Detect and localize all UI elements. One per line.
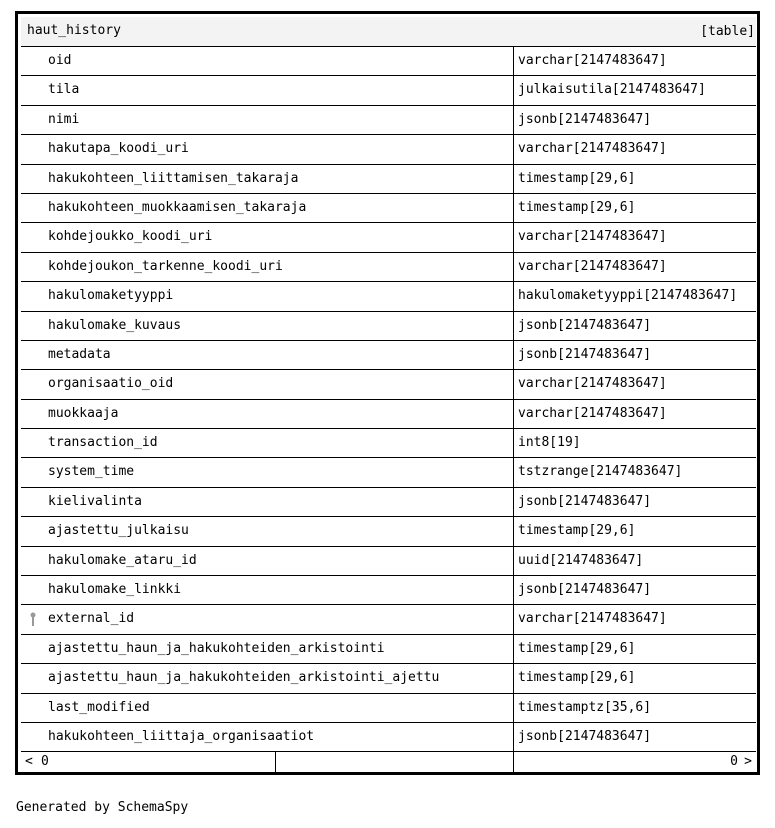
children-cell	[514, 752, 756, 772]
column-name-cell	[21, 400, 514, 428]
column-name: hakulomake_kuvaus	[48, 317, 182, 333]
column-type-cell	[514, 723, 756, 751]
column-name-cell	[21, 429, 514, 457]
table-row[interactable]	[21, 341, 756, 370]
column-type-cell	[514, 341, 756, 369]
table-kind: [table]	[700, 24, 755, 39]
column-name-cell	[21, 135, 514, 163]
column-type: hakulomaketyyppi[2147483647]	[518, 288, 738, 304]
column-type: varchar[2147483647]	[518, 53, 667, 68]
column-name-cell	[21, 635, 514, 663]
column-type: jsonb[2147483647]	[518, 582, 652, 598]
column-name: ajastettu_julkaisu	[48, 523, 189, 539]
column-name: nimi	[48, 111, 80, 127]
column-name-cell	[21, 106, 514, 134]
column-name: hakukohteen_muokkaamisen_takaraja	[48, 199, 307, 215]
column-name: muokkaaja	[48, 405, 119, 421]
column-name-cell	[21, 605, 514, 633]
table-row[interactable]	[21, 458, 756, 487]
column-type-cell	[514, 165, 756, 193]
column-name-cell	[21, 488, 514, 516]
column-name-cell	[21, 576, 514, 604]
column-type: timestamp[29,6]	[518, 523, 636, 539]
column-type-cell	[514, 635, 756, 663]
column-name: metadata	[48, 346, 111, 362]
column-type-cell	[514, 605, 756, 633]
generated-by-label: Generated by SchemaSpy	[16, 800, 189, 815]
table-row[interactable]	[21, 312, 756, 341]
table-row[interactable]	[21, 223, 756, 252]
column-name-cell	[21, 282, 514, 310]
column-name: kielivalinta	[48, 493, 142, 509]
column-name-cell	[21, 547, 514, 575]
table-row[interactable]	[21, 605, 756, 634]
table-row[interactable]	[21, 664, 756, 693]
column-type-cell	[514, 547, 756, 575]
table-row[interactable]	[21, 47, 756, 76]
key-icon	[30, 612, 36, 626]
column-name: hakulomaketyyppi	[48, 288, 174, 304]
column-type: varchar[2147483647]	[518, 611, 667, 627]
column-name: kohdejoukon_tarkenne_koodi_uri	[48, 258, 283, 274]
table-row[interactable]	[21, 194, 756, 223]
table-name: haut_history	[27, 23, 121, 38]
column-type-cell	[514, 694, 756, 722]
column-type-cell	[514, 576, 756, 604]
column-name-cell	[21, 694, 514, 722]
table-row[interactable]	[21, 253, 756, 282]
column-name-cell	[21, 253, 514, 281]
column-type-cell	[514, 517, 756, 545]
column-type-cell	[514, 282, 756, 310]
column-name: oid	[48, 53, 72, 68]
column-type-cell	[514, 370, 756, 398]
table-row[interactable]	[21, 488, 756, 517]
table-row[interactable]	[21, 135, 756, 164]
column-name-cell	[21, 517, 514, 545]
column-type: varchar[2147483647]	[518, 141, 667, 157]
column-type: timestamp[29,6]	[518, 199, 636, 215]
column-name: external_id	[48, 611, 135, 627]
parents-arrow: <	[25, 754, 33, 769]
column-type: timestamptz[35,6]	[518, 699, 652, 715]
column-type-cell	[514, 223, 756, 251]
column-name: organisaatio_oid	[48, 376, 174, 392]
column-type: timestamp[29,6]	[518, 670, 636, 686]
column-type: timestamp[29,6]	[518, 640, 636, 656]
table-row[interactable]	[21, 106, 756, 135]
children-count: 0	[730, 754, 738, 769]
column-type: varchar[2147483647]	[518, 229, 667, 245]
column-type: uuid[2147483647]	[518, 552, 644, 568]
table-node-haut-history[interactable]	[15, 11, 760, 775]
column-type-cell	[514, 47, 756, 75]
table-row[interactable]	[21, 282, 756, 311]
column-name: hakukohteen_liittaja_organisaatiot	[48, 728, 315, 744]
table-row[interactable]	[21, 370, 756, 399]
column-type-cell	[514, 135, 756, 163]
column-name-cell	[21, 458, 514, 486]
column-name: last_modified	[48, 699, 150, 715]
column-type: tstzrange[2147483647]	[518, 464, 683, 480]
table-row[interactable]	[21, 576, 756, 605]
column-type: jsonb[2147483647]	[518, 728, 652, 744]
children-arrow: >	[744, 754, 752, 769]
column-type-cell	[514, 400, 756, 428]
column-name: kohdejoukko_koodi_uri	[48, 229, 213, 245]
column-name: ajastettu_haun_ja_hakukohteiden_arkistointi_ajettu	[48, 670, 440, 686]
parents-count: 0	[41, 754, 49, 769]
column-name: hakukohteen_liittamisen_takaraja	[48, 170, 299, 186]
column-type: timestamp[29,6]	[518, 170, 636, 186]
footer-spacer	[276, 752, 514, 772]
column-name: system_time	[48, 464, 135, 480]
table-footer	[21, 752, 756, 772]
column-name: hakulomake_linkki	[48, 582, 182, 598]
column-type-cell	[514, 194, 756, 222]
table-row[interactable]	[21, 76, 756, 105]
column-type: jsonb[2147483647]	[518, 111, 652, 127]
column-name: tila	[48, 82, 80, 98]
column-type-cell	[514, 488, 756, 516]
column-name-cell	[21, 76, 514, 104]
column-type-cell	[514, 76, 756, 104]
column-name-cell	[21, 165, 514, 193]
column-type-cell	[514, 664, 756, 692]
column-type: int8[19]	[518, 435, 581, 451]
column-name: hakulomake_ataru_id	[48, 552, 197, 568]
column-type-cell	[514, 458, 756, 486]
column-name-cell	[21, 341, 514, 369]
column-type: varchar[2147483647]	[518, 376, 667, 392]
column-type: jsonb[2147483647]	[518, 493, 652, 509]
table-row[interactable]	[21, 517, 756, 546]
column-type: jsonb[2147483647]	[518, 346, 652, 362]
column-type: jsonb[2147483647]	[518, 317, 652, 333]
column-type: julkaisutila[2147483647]	[518, 82, 706, 98]
column-type-cell	[514, 253, 756, 281]
column-name: ajastettu_haun_ja_hakukohteiden_arkistointi	[48, 640, 385, 656]
column-name: hakutapa_koodi_uri	[48, 141, 189, 157]
table-row[interactable]	[21, 547, 756, 576]
table-row[interactable]	[21, 165, 756, 194]
table-row[interactable]	[21, 400, 756, 429]
column-name-cell	[21, 312, 514, 340]
table-row[interactable]	[21, 694, 756, 723]
table-row[interactable]	[21, 723, 756, 752]
table-header	[21, 17, 756, 47]
column-name-cell	[21, 370, 514, 398]
column-list	[21, 47, 756, 752]
table-row[interactable]	[21, 635, 756, 664]
column-type-cell	[514, 312, 756, 340]
column-name-cell	[21, 664, 514, 692]
column-type-cell	[514, 429, 756, 457]
column-type: varchar[2147483647]	[518, 405, 667, 421]
column-name-cell	[21, 194, 514, 222]
column-type: varchar[2147483647]	[518, 258, 667, 274]
column-name: transaction_id	[48, 435, 158, 451]
column-name-cell	[21, 223, 514, 251]
column-name-cell	[21, 47, 514, 75]
column-type-cell	[514, 106, 756, 134]
column-name-cell	[21, 723, 514, 751]
table-row[interactable]	[21, 429, 756, 458]
parents-cell	[21, 752, 276, 772]
